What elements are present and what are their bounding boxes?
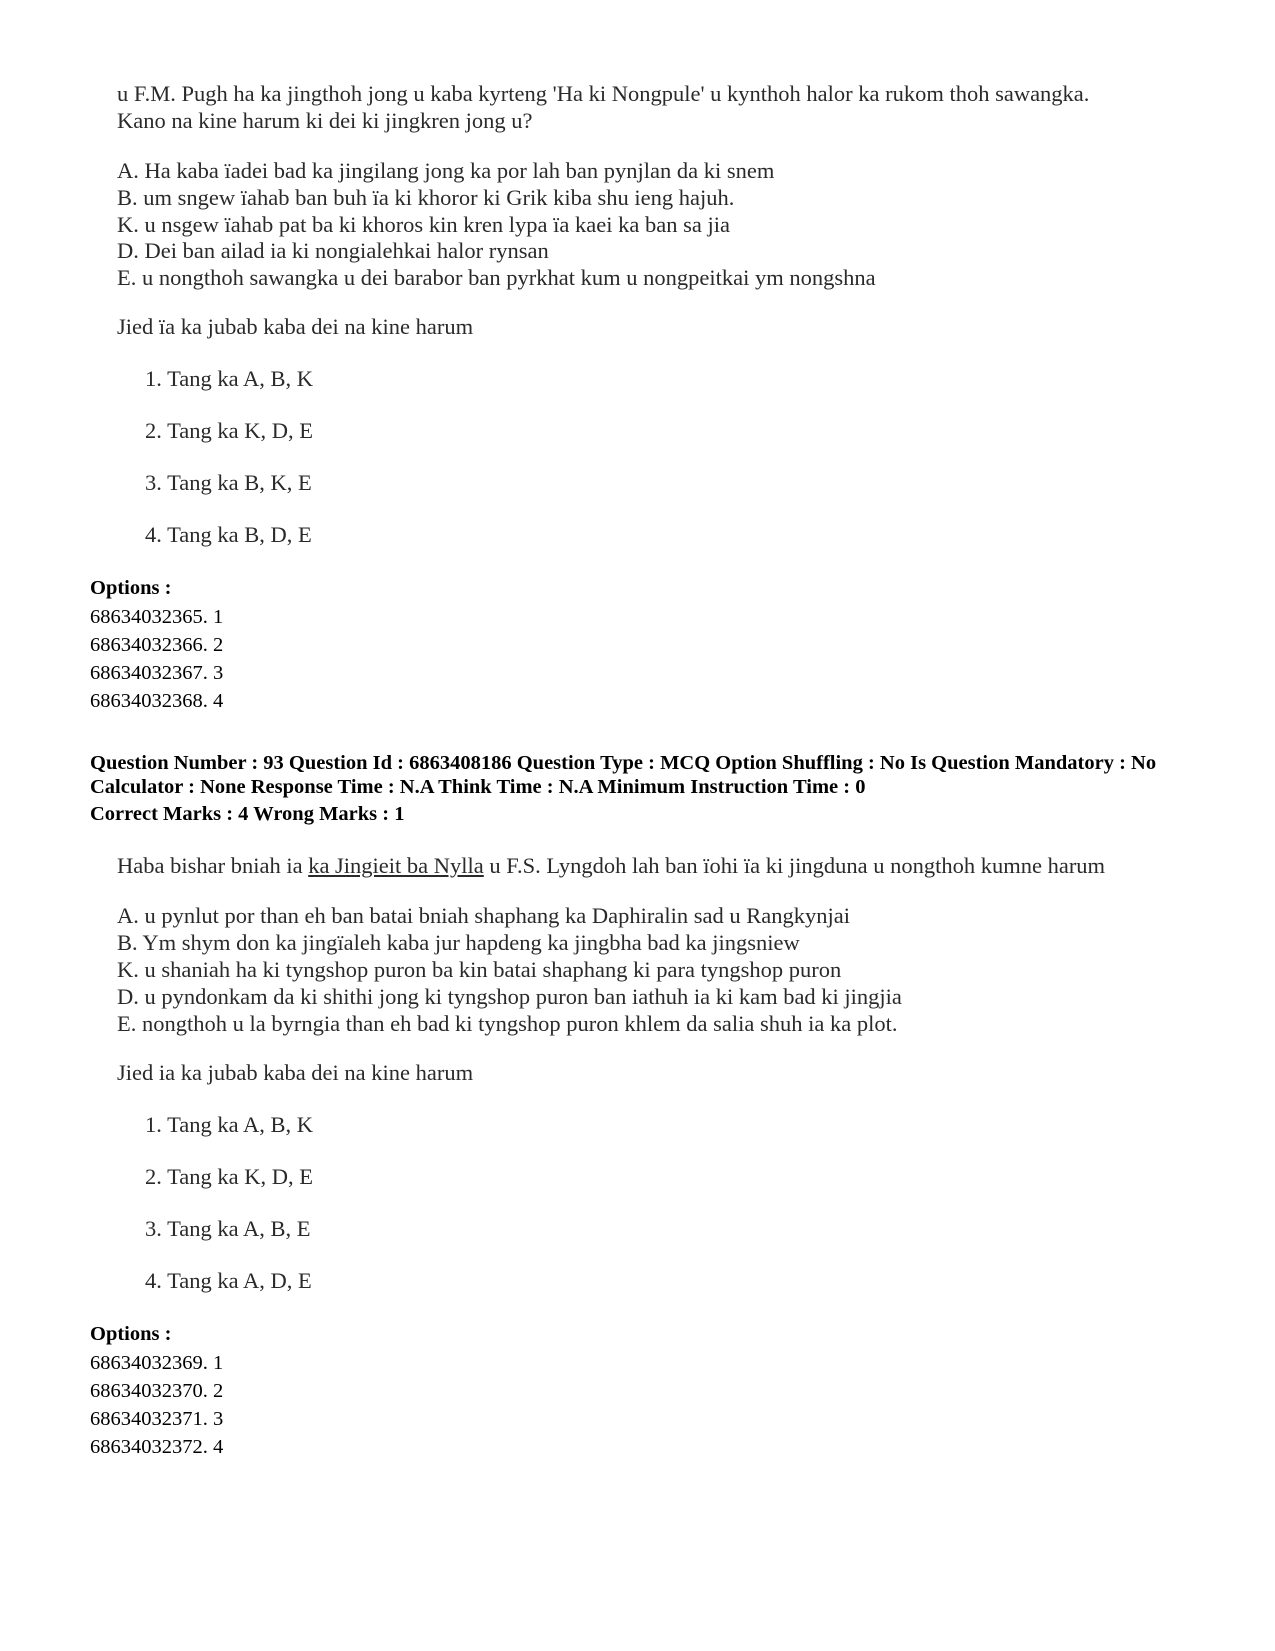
q93-choice-4: 4. Tang ka A, D, E <box>145 1268 312 1293</box>
q93-option-4: 68634032372. 4 <box>90 1436 224 1458</box>
q93-choice-2: 2. Tang ka K, D, E <box>145 1164 313 1189</box>
q93-meta: Question Number : 93 Question Id : 6863408186 Question Type : MCQ Option Shuffling : No Is Question Mandatory : No Calculator : None Response Time : N.A Think Time : N.A Minimum Instruction Time : 0 <box>90 752 1157 798</box>
q93-statement-d: D. u pyndonkam da ki shithi jong ki tyngshop puron ban iathuh ia ki kam bad ki jingjia <box>117 984 902 1009</box>
q92-statement-k: K. u nsgew ïahab pat ba ki khoros kin kren lypa ïa kaei ka ban sa jia <box>117 212 730 237</box>
q93-statement-k: K. u shaniah ha ki tyngshop puron ba kin batai shaphang ki para tyngshop puron <box>117 957 842 982</box>
q92-options-heading: Options : <box>90 577 172 599</box>
q92-statement-b: B. um sngew ïahab ban buh ïa ki khoror ki Grik kiba shu ieng hajuh. <box>117 185 735 210</box>
q93-statement-b: B. Ym shym don ka jingïaleh kaba jur hapdeng ka jingbha bad ka jingsniew <box>117 930 800 955</box>
q92-option-3: 68634032367. 3 <box>90 662 224 684</box>
q93-option-3: 68634032371. 3 <box>90 1408 224 1430</box>
q92-choice-3: 3. Tang ka B, K, E <box>145 470 312 495</box>
q93-marks: Correct Marks : 4 Wrong Marks : 1 <box>90 803 405 825</box>
q93-stem-before: Haba bishar bniah ia <box>117 853 309 878</box>
q93-statement-e: E. nongthoh u la byrngia than eh bad ki tyngshop puron khlem da salia shuh ia ka plot. <box>117 1011 898 1036</box>
q93-stem <box>117 852 1105 879</box>
q92-prompt: Jied ïa ka jubab kaba dei na kine harum <box>117 314 474 339</box>
q92-option-2: 68634032366. 2 <box>90 634 224 656</box>
q93-options-heading: Options : <box>90 1323 172 1345</box>
q92-statement-e: E. u nongthoh sawangka u dei barabor ban pyrkhat kum u nongpeitkai ym nongshna <box>117 265 876 290</box>
q92-option-4: 68634032368. 4 <box>90 690 224 712</box>
q93-choice-3: 3. Tang ka A, B, E <box>145 1216 311 1241</box>
q92-statement-a: A. Ha kaba ïadei bad ka jingilang jong ka por lah ban pynjlan da ki snem <box>117 158 775 183</box>
q93-choice-1: 1. Tang ka A, B, K <box>145 1112 314 1137</box>
q93-stem-after: u F.S. Lyngdoh lah ban ïohi ïa ki jingduna u nongthoh kumne harum <box>483 853 1106 878</box>
q92-choice-1: 1. Tang ka A, B, K <box>145 366 314 391</box>
q93-prompt: Jied ia ka jubab kaba dei na kine harum <box>117 1060 474 1085</box>
q92-option-1: 68634032365. 1 <box>90 606 224 628</box>
q92-stem-line-2: Kano na kine harum ki dei ki jingkren jong u? <box>117 108 533 133</box>
q93-statement-a: A. u pynlut por than eh ban batai bniah shaphang ka Daphiralin sad u Rangkynjai <box>117 903 850 928</box>
q92-choice-4: 4. Tang ka B, D, E <box>145 522 312 547</box>
q92-choice-2: 2. Tang ka K, D, E <box>145 418 313 443</box>
q92-statement-d: D. Dei ban ailad ia ki nongialehkai halor rynsan <box>117 238 549 263</box>
q92-stem-line-1: u F.M. Pugh ha ka jingthoh jong u kaba kyrteng 'Ha ki Nongpule' u kynthoh halor ka rukom thoh sawangka. <box>117 81 1090 106</box>
q93-stem-title: ka Jingieit ba Nylla <box>308 853 484 878</box>
q93-option-1: 68634032369. 1 <box>90 1352 224 1374</box>
q93-option-2: 68634032370. 2 <box>90 1380 224 1402</box>
